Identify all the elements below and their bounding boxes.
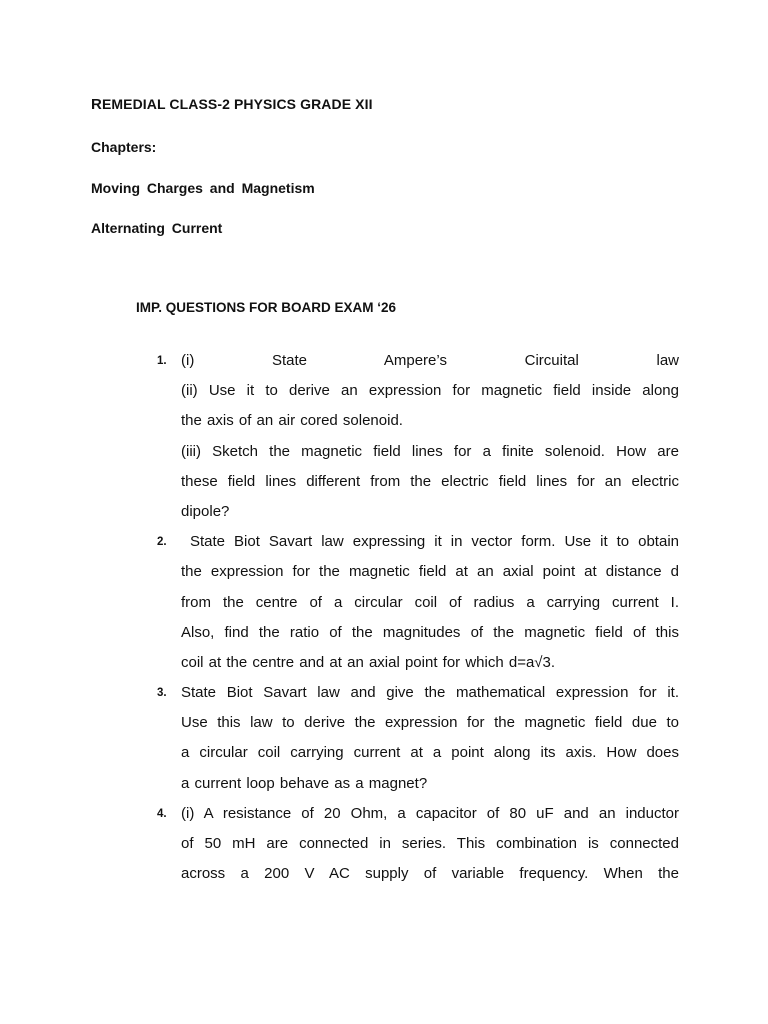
question-line: dipole? <box>181 502 230 520</box>
question-item <box>0 346 768 527</box>
chapter-1-title: Moving Charges and Magnetism <box>91 180 315 196</box>
question-line: State Biot Savart law and give the mathematical expression for it. <box>181 684 679 702</box>
question-line: from the centre of a circular coil of radius a carrying current I. <box>181 593 679 611</box>
question-list <box>0 346 768 889</box>
question-line: a current loop behave as a magnet? <box>181 774 428 792</box>
question-item <box>0 527 768 678</box>
question-line: (i) A resistance of 20 Ohm, a capacitor of 80 uF and an inductor <box>181 804 679 822</box>
question-line: (ii) Use it to derive an expression for magnetic field inside along <box>181 382 679 400</box>
question-line: the expression for the magnetic field at an axial point at distance d <box>181 563 679 581</box>
question-line: across a 200 V AC supply of variable frequency. When the <box>181 865 679 883</box>
question-line: (iii) Sketch the magnetic field lines for a finite solenoid. How are <box>181 442 679 460</box>
question-number: 3. <box>157 687 167 700</box>
question-line: Also, find the ratio of the magnitudes of the magnetic field of this <box>181 623 679 641</box>
question-line: of 50 mH are connected in series. This combination is connected <box>181 835 679 852</box>
question-item <box>0 799 768 890</box>
question-number: 4. <box>157 807 167 820</box>
chapters-label: Chapters: <box>91 139 157 155</box>
question-line: these field lines different from the electric field lines for an electric <box>181 472 679 490</box>
question-line: coil at the centre and at an axial point for which d=a√3. <box>181 653 556 671</box>
question-line: the axis of an air cored solenoid. <box>181 412 403 430</box>
title-rest: EMEDIAL CLASS-2 PHYSICS GRADE XII <box>101 96 373 112</box>
document-title <box>91 96 373 113</box>
title-initial: R <box>91 96 102 113</box>
question-item <box>0 678 768 799</box>
section-heading: IMP. QUESTIONS FOR BOARD EXAM ‘26 <box>136 300 397 315</box>
question-line: State Biot Savart law expressing it in vector form. Use it to obtain <box>181 533 679 551</box>
chapter-2-title: Alternating Current <box>91 220 223 236</box>
question-line: Use this law to derive the expression for the magnetic field due to <box>181 714 679 732</box>
question-number: 1. <box>157 355 167 367</box>
question-line: (i) State Ampere’s Circuital law <box>181 352 679 369</box>
question-number: 2. <box>157 536 167 549</box>
question-line: a circular coil carrying current at a point along its axis. How does <box>181 744 679 762</box>
